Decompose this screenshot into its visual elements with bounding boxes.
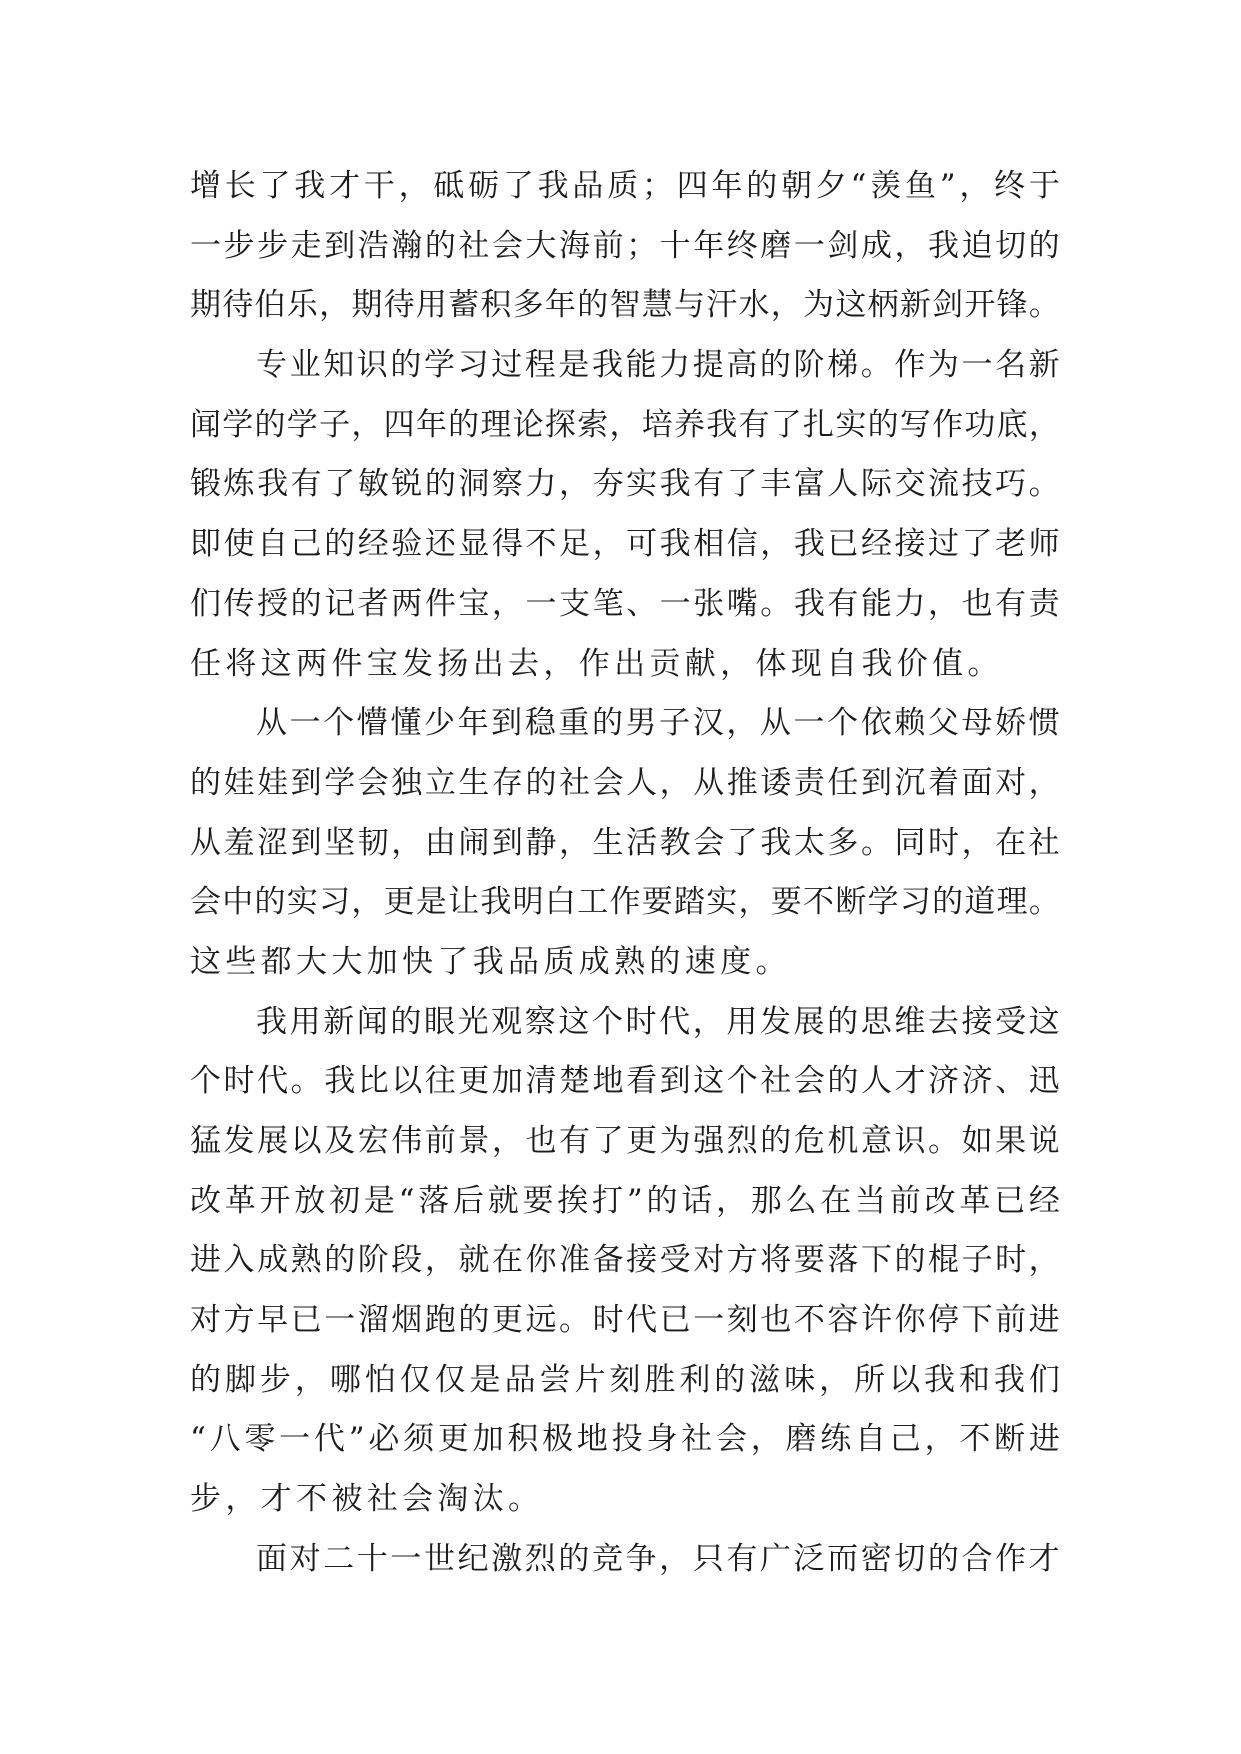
text-line: 的 脚 步 ， 哪 怕 仅 仅 是 品 尝 片 刻 胜 利 的 滋 味 ， 所 以 我 和 我 们 <box>190 1361 1060 1398</box>
text-line: 的 娃 娃 到 学 会 独 立 生 存 的 社 会 人 ， 从 推 诿 责 任 到 沉 着 面 对 ， <box>190 764 1060 801</box>
text-line: 即 使 自 己 的 经 验 还 显 得 不 足 ， 可 我 相 信 ， 我 已 经 接 过 了 老 师 <box>190 526 1060 563</box>
text-line: 专 业 知 识 的 学 习 过 程 是 我 能 力 提 高 的 阶 梯 。 作 为 一 名 新 <box>256 347 1060 384</box>
text-line: 改 革 开 放 初 是 “ 落 后 就 要 挨 打 ” 的 话 ， 那 么 在 当 前 改 革 已 经 <box>190 1182 1060 1219</box>
document-body <box>190 157 1060 1590</box>
text-line: 锻 炼 我 有 了 敏 锐 的 洞 察 力 ， 夯 实 我 有 了 丰 富 人 际 交 流 技 巧 。 <box>190 466 1060 503</box>
text-line: 个 时 代 。 我 比 以 往 更 加 清 楚 地 看 到 这 个 社 会 的 人 才 济 济 、 迅 <box>190 1063 1060 1100</box>
text-line: “ 八 零 一 代 ” 必 须 更 加 积 极 地 投 身 社 会 ， 磨 练 自 己 ， 不 断 进 <box>190 1421 1060 1458</box>
text-line: 对 方 早 已 一 溜 烟 跑 的 更 远 。 时 代 已 一 刻 也 不 容 许 你 停 下 前 进 <box>190 1302 1060 1339</box>
text-line: 进 入 成 熟 的 阶 段 ， 就 在 你 准 备 接 受 对 方 将 要 落 下 的 棍 子 时 ， <box>190 1242 1060 1279</box>
text-line: 面 对 二 十 一 世 纪 激 烈 的 竞 争 ， 只 有 广 泛 而 密 切 的 合 作 才 <box>256 1540 1060 1577</box>
text-line: 闻 学 的 学 子 ， 四 年 的 理 论 探 索 ， 培 养 我 有 了 扎 实 的 写 作 功 底 ， <box>190 406 1060 443</box>
text-line: 我 用 新 闻 的 眼 光 观 察 这 个 时 代 ， 用 发 展 的 思 维 去 接 受 这 <box>256 1003 1060 1040</box>
text-line: 期 待 伯 乐 ， 期 待 用 蓄 积 多 年 的 智 慧 与 汗 水 ， 为 这 柄 新 剑 开 锋 。 <box>190 287 1060 324</box>
text-line: 从 一 个 懵 懂 少 年 到 稳 重 的 男 子 汉 ， 从 一 个 依 赖 父 母 娇 惯 <box>256 705 1060 742</box>
text-line: 步，才不被社会淘汰。 <box>190 1481 544 1518</box>
text-line: 一 步 步 走 到 浩 瀚 的 社 会 大 海 前 ； 十 年 终 磨 一 剑 成 ， 我 迫 切 的 <box>190 227 1060 264</box>
text-line: 猛 发 展 以 及 宏 伟 前 景 ， 也 有 了 更 为 强 烈 的 危 机 意 识 。 如 果 说 <box>190 1123 1060 1159</box>
text-line: 们 传 授 的 记 者 两 件 宝 ， 一 支 笔 、 一 张 嘴 。 我 有 能 力 ， 也 有 责 <box>190 585 1060 622</box>
text-line: 从 羞 涩 到 坚 韧 ， 由 闹 到 静 ， 生 活 教 会 了 我 太 多 。 同 时 ， 在 社 <box>190 824 1060 861</box>
text-line: 增 长 了 我 才 干 ， 砥 砺 了 我 品 质 ； 四 年 的 朝 夕 “ 羡 鱼 ” ， 终 于 <box>190 168 1060 204</box>
text-line: 会 中 的 实 习 ， 更 是 让 我 明 白 工 作 要 踏 实 ， 要 不 断 学 习 的 道 理 。 <box>190 884 1060 921</box>
text-line: 这些都大大加快了我品质成熟的速度。 <box>190 943 791 980</box>
text-line: 任将这两件宝发扬出去，作出贡献，体现自我价值。 <box>190 645 1003 682</box>
